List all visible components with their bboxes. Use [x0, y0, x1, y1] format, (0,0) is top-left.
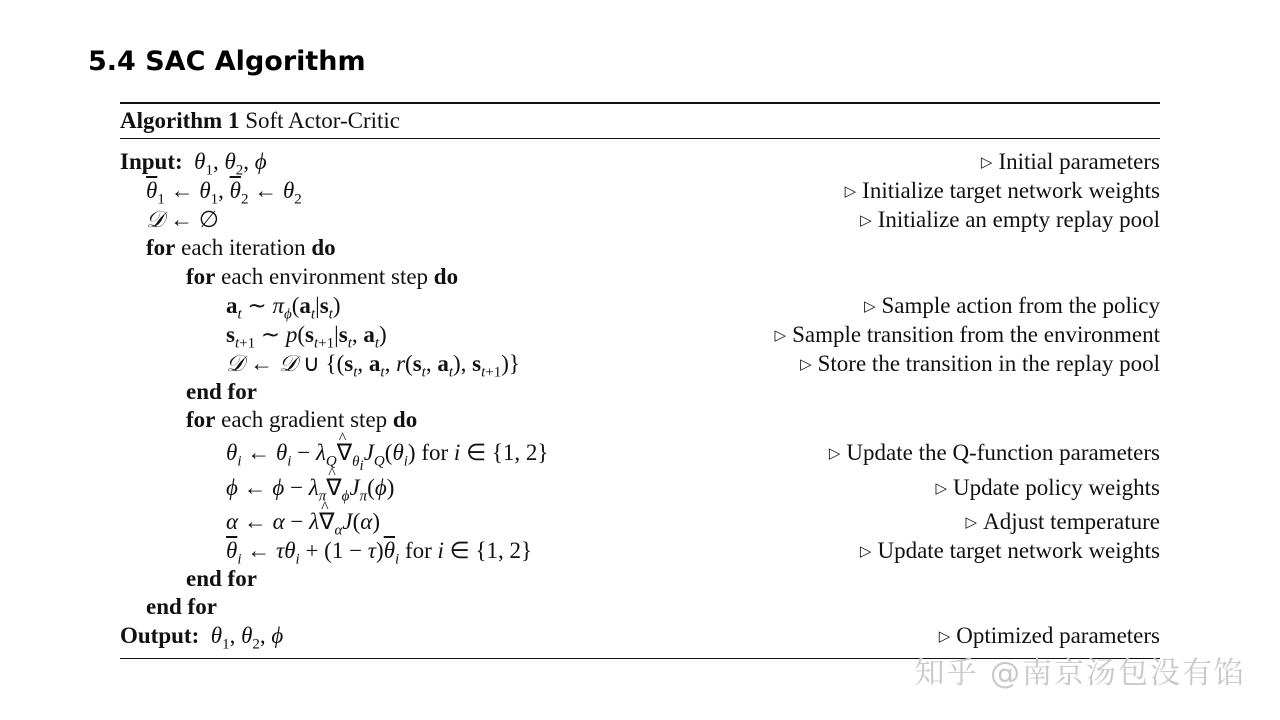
header-rule: [120, 138, 1160, 139]
algorithm-name: Soft Actor-Critic: [245, 108, 400, 133]
line-code: for each iteration do: [146, 235, 336, 260]
page-title: 5.4 SAC Algorithm: [88, 46, 366, 77]
comment-triangle-icon: ▷: [774, 328, 787, 344]
line-code: α ← α − λ^ $\nabla_\alpha J(\alpha)$: [226, 507, 380, 537]
line-code: 𝒟 ← 𝒟 ∪ {($s_t$, $a_t$, $r(s_t$, $a_t$), $s_{t+1}$)}: [226, 351, 520, 381]
comment-triangle-icon: ▷: [859, 544, 872, 560]
comment-triangle-icon: ▷: [844, 184, 857, 200]
output-keyword: Output:: [120, 623, 200, 648]
line-code: ϕ ← $\phi - \lambda_\pi\^{}$ $\nabla_\phi J_\pi(\phi)$: [226, 473, 394, 503]
line-code: $\overline{\theta}_1$ ← $\theta_1$, $\overline{\theta}_2$ ← $\theta_2$: [146, 178, 302, 208]
line-sample-action: [120, 291, 1160, 321]
line-code: 𝒟 ← ∅: [146, 207, 219, 232]
line-comment: ▷ Initial parameters: [980, 149, 1160, 174]
line-comment: ▷ Update policy weights: [935, 475, 1160, 500]
line-code: Output: $\theta_1$, $\theta_2$, ϕ: [120, 623, 284, 653]
comment-triangle-icon: ▷: [860, 213, 872, 229]
line-comment: ▷ Sample transition from the environment: [774, 322, 1160, 347]
line-update-q: [120, 438, 1160, 474]
line-comment: ▷ Update the Q-function parameters: [828, 440, 1160, 465]
line-for-env-step: [120, 262, 1160, 292]
line-comment: ▷ Update target network weights: [859, 538, 1160, 563]
line-output: [120, 621, 1160, 651]
line-code: $a_t$ ∼ $\pi_\phi(a_t|s_t)$: [226, 293, 341, 323]
algorithm-label: Algorithm 1: [120, 108, 240, 133]
input-keyword: Input:: [120, 149, 183, 174]
line-comment: ▷ Store the transition in the replay pool: [800, 351, 1160, 376]
line-init-target: [120, 176, 1160, 206]
line-code: Input: $\theta_1$, $\theta_2$, ϕ: [120, 149, 267, 179]
line-code: end for: [186, 566, 257, 591]
comment-triangle-icon: ▷: [980, 155, 993, 171]
line-comment: ▷ Initialize an empty replay pool: [860, 207, 1160, 232]
line-sample-transition: [120, 320, 1160, 350]
comment-triangle-icon: ▷: [938, 629, 951, 645]
comment-triangle-icon: ▷: [863, 299, 876, 315]
watermark: 知乎 @南京汤包没有馅: [914, 656, 1246, 691]
line-adjust-temperature: [120, 507, 1160, 537]
line-code: $\overline{\theta}_i$ ← $\tau\theta_i + (1 - \tau)\overline{\theta}_i$ for i ∈ {1, 2}: [226, 538, 533, 568]
comment-triangle-icon: ▷: [828, 446, 841, 462]
comment-triangle-icon: ▷: [965, 515, 978, 531]
line-init-pool: [120, 205, 1160, 235]
line-for-iteration: [120, 233, 1160, 263]
line-code: for each environment step do: [186, 264, 459, 289]
line-code: for each gradient step do: [186, 407, 418, 432]
line-comment: ▷ Sample action from the policy: [863, 293, 1160, 318]
algorithm-header: [120, 106, 400, 136]
comment-triangle-icon: ▷: [935, 481, 948, 497]
top-rule: [120, 102, 1160, 104]
line-for-grad-step: [120, 405, 1160, 435]
line-code: end for: [146, 594, 217, 619]
line-input: [120, 147, 1160, 177]
line-code: $\theta_i$ ← $\theta_i$ − $\lambda_Q\^{}$ $\nabla_{\theta_i}J_Q(\theta_i)$ for i ∈ {1, 2}: [226, 438, 548, 468]
line-update-policy: [120, 473, 1160, 503]
comment-triangle-icon: ▷: [800, 357, 812, 373]
line-comment: ▷ Initialize target network weights: [844, 178, 1160, 203]
line-end-for-env: [120, 377, 1160, 407]
line-end-for-iteration: [120, 592, 1160, 622]
line-comment: ▷ Optimized parameters: [938, 623, 1160, 648]
line-update-target: [120, 536, 1160, 566]
line-code: end for: [186, 379, 257, 404]
line-comment: ▷ Adjust temperature: [965, 509, 1160, 534]
line-end-for-grad: [120, 564, 1160, 594]
line-store-transition: [120, 349, 1160, 379]
line-code: $s_{t+1}$ ∼ $p(s_{t+1}|s_t$, $a_t$): [226, 322, 387, 352]
